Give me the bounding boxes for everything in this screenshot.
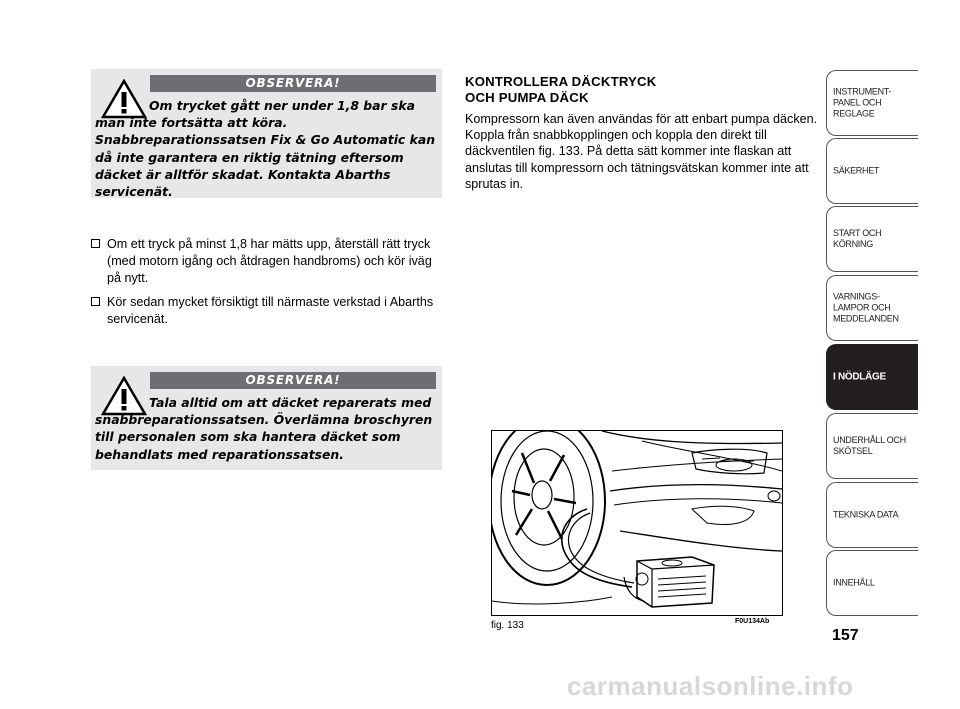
tab-label: START OCH KÖRNING bbox=[833, 228, 882, 249]
figure-caption: fig. 133 bbox=[491, 620, 524, 631]
tab-label: INNEHÅLL bbox=[833, 577, 875, 588]
chapter-tabs bbox=[826, 70, 918, 618]
tab-underhall[interactable] bbox=[826, 413, 918, 479]
section-content bbox=[465, 74, 820, 192]
page-number: 157 bbox=[832, 627, 859, 644]
tab-label: UNDERHÅLL OCH SKÖTSEL bbox=[833, 435, 906, 456]
tab-i-nodlage[interactable] bbox=[826, 344, 918, 410]
section-title-line-1: KONTROLLERA DÄCKTRYCK bbox=[465, 74, 657, 89]
warning-heading: OBSERVERA! bbox=[150, 372, 436, 389]
warning-heading: OBSERVERA! bbox=[150, 75, 436, 92]
tab-label: INSTRUMENT- PANEL OCH REGLAGE bbox=[833, 86, 892, 119]
tab-varningslampor[interactable] bbox=[826, 275, 918, 341]
tab-tekniska-data[interactable] bbox=[826, 482, 918, 548]
warning-box-1 bbox=[91, 69, 442, 198]
figure-illustration bbox=[491, 430, 783, 616]
tab-label: VARNINGS- LAMPOR OCH MEDDELANDEN bbox=[833, 291, 899, 324]
tab-label: I NÖDLÄGE bbox=[833, 371, 886, 383]
instruction-list bbox=[91, 236, 443, 334]
list-item-text: Kör sedan mycket försiktigt till närmaste verkstad i Abarths servicenät. bbox=[107, 294, 434, 326]
list-item-text: Om ett tryck på minst 1,8 har mätts upp, återställ rätt tryck (med motorn igång och åtdragen handbroms) och kör iväg på nytt. bbox=[107, 237, 432, 286]
checkbox-bullet-icon bbox=[91, 239, 100, 248]
figure-code: F0U134Ab bbox=[735, 618, 770, 625]
tab-innehall[interactable] bbox=[826, 550, 918, 616]
tab-label: TEKNISKA DATA bbox=[833, 509, 899, 520]
section-body: Kompressorn kan även användas för att enbart pumpa däcken. Koppla från snabbkopplingen och koppla den direkt till däckventilen fig. 133. På detta sätt kommer inte flaskan att anslutas till kompressorn och tätningsvätskan kommer inte att sprutas in. bbox=[465, 112, 818, 191]
tab-label: SÄKERHET bbox=[833, 165, 880, 176]
section-title bbox=[465, 74, 820, 105]
tab-sakerhet[interactable] bbox=[826, 138, 918, 204]
section-title-line-2: OCH PUMPA DÄCK bbox=[465, 89, 589, 105]
watermark: carmanualsonline.info bbox=[567, 671, 854, 701]
tyre-compressor-illustration bbox=[492, 431, 782, 615]
warning-text: Tala alltid om att däcket reparerats med snabbreparationssatsen. Överlämna broschyren till personalen som ska hantera däcket som behandlats med reparationssatsen. bbox=[95, 395, 433, 462]
warning-text: Om trycket gått ner under 1,8 bar ska man inte fortsätta att köra. Snabbreparationssatsen Fix & Go Automatic kan då inte garantera en riktig tätning eftersom däcket är alltför skadat. Kontakta Abarths servicenät. bbox=[95, 98, 436, 200]
tab-start-och-korning[interactable] bbox=[826, 206, 918, 272]
warning-box-2 bbox=[91, 366, 442, 470]
list-item bbox=[91, 294, 443, 328]
tab-instrumentpanel[interactable] bbox=[826, 70, 918, 136]
checkbox-bullet-icon bbox=[91, 297, 100, 306]
list-item bbox=[91, 236, 443, 288]
